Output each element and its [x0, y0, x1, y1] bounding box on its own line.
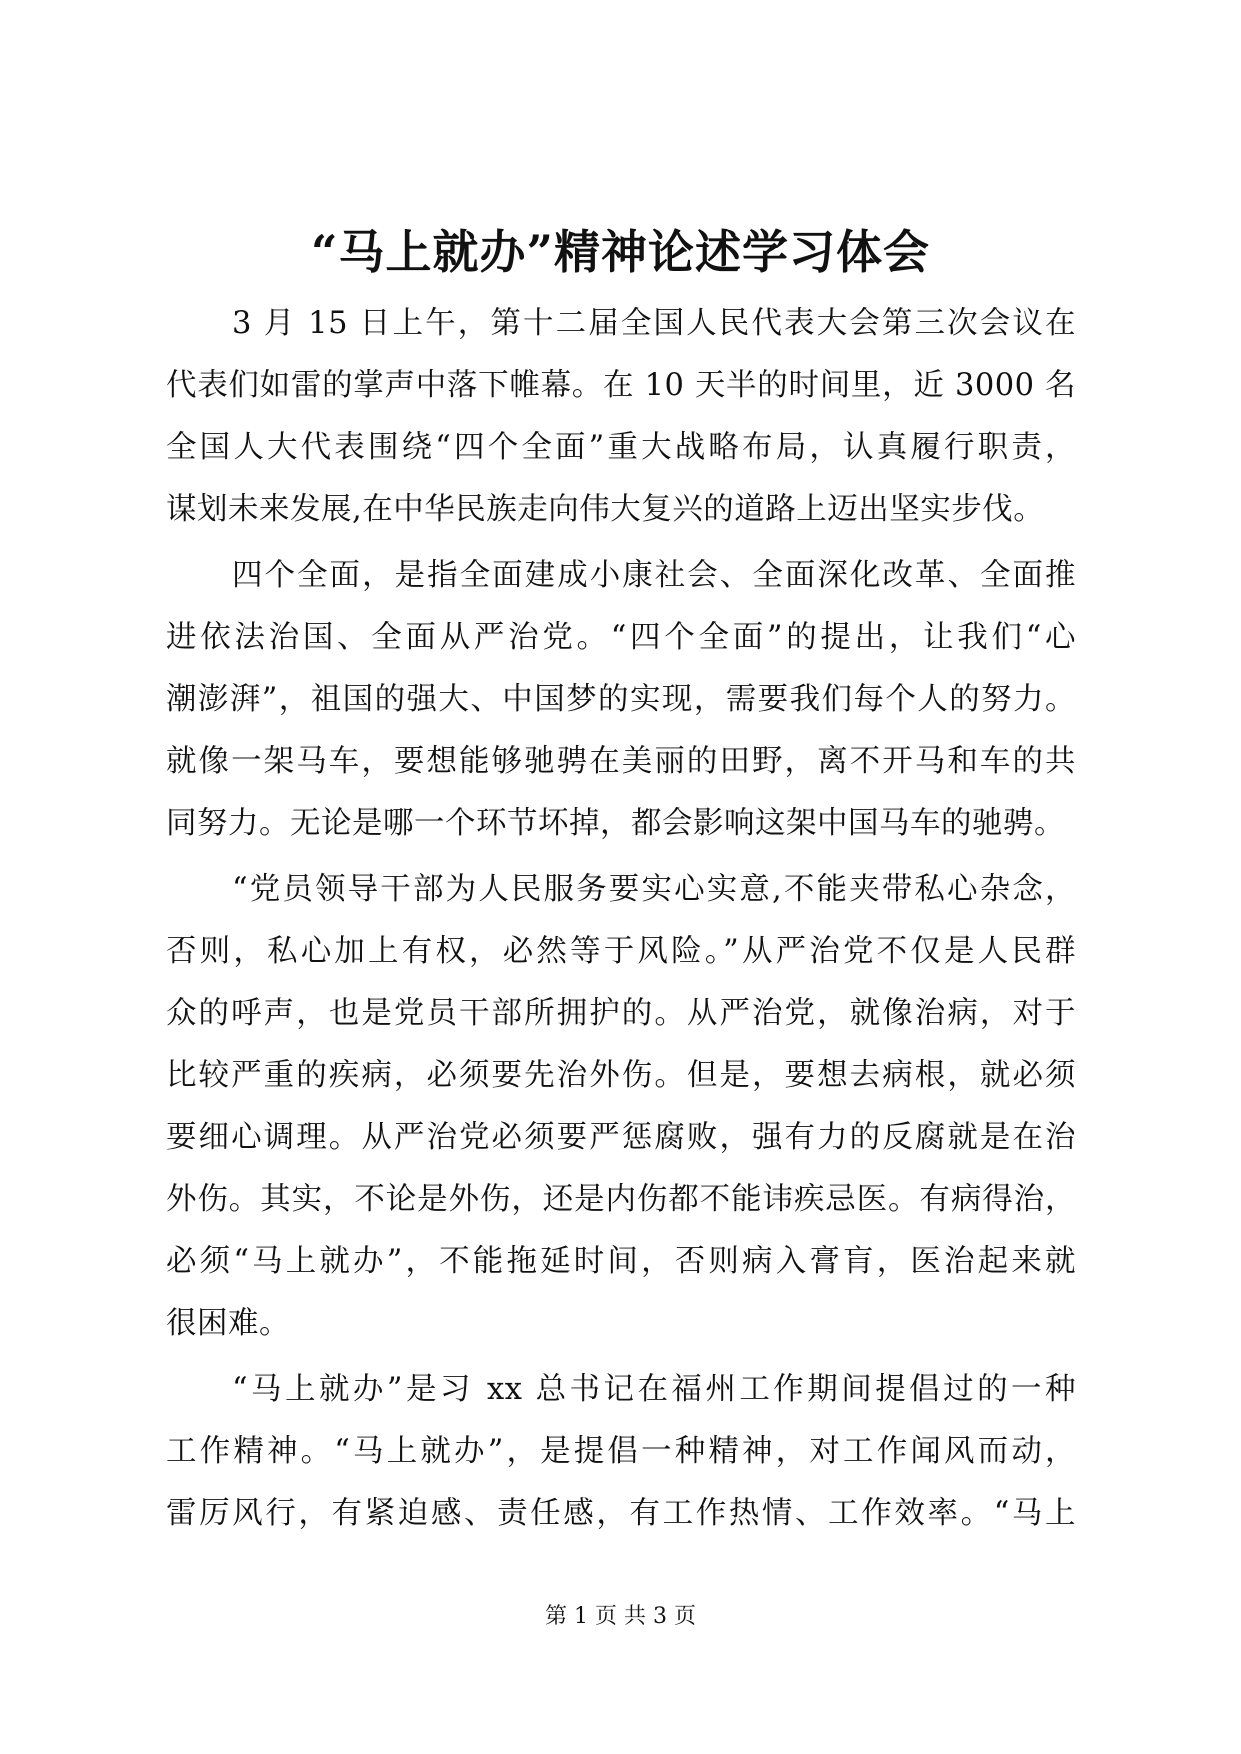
paragraph-line: 要细心调理。从严治党必须要严惩腐败，强有力的反腐就是在治 — [166, 1120, 1076, 1155]
paragraph-line: 四个全面，是指全面建成小康社会、全面深化改革、全面推 — [232, 558, 1076, 593]
paragraph-line: 进依法治国、全面从严治党。“四个全面”的提出，让我们“心 — [166, 620, 1076, 655]
paragraph-line: “马上就办”是习 xx 总书记在福州工作期间提倡过的一种 — [232, 1372, 1076, 1407]
paragraph-line: 雷厉风行，有紧迫感、责任感，有工作热情、工作效率。“马上 — [166, 1496, 1076, 1531]
page-footer: 第 1 页 共 3 页 — [545, 1604, 696, 1629]
paragraph-2 — [166, 545, 1076, 855]
paragraph-line: 代表们如雷的掌声中落下帷幕。在 10 天半的时间里，近 3000 名 — [166, 368, 1076, 403]
paragraph-4 — [166, 1359, 1076, 1545]
document-body — [166, 293, 1076, 1545]
paragraph-line: 就像一架马车，要想能够驰骋在美丽的田野，离不开马和车的共 — [166, 744, 1076, 779]
paragraph-line: 3 月 15 日上午，第十二届全国人民代表大会第三次会议在 — [232, 306, 1076, 341]
paragraph-line: 同努力。无论是哪一个环节坏掉，都会影响这架中国马车的驰骋。 — [166, 806, 1065, 841]
document-title: “马上就办”精神论述学习体会 — [311, 225, 930, 279]
paragraph-line: 潮澎湃”，祖国的强大、中国梦的实现，需要我们每个人的努力。 — [166, 682, 1076, 717]
paragraph-3 — [166, 859, 1076, 1355]
paragraph-line: 谋划未来发展,在中华民族走向伟大复兴的道路上迈出坚实步伐。 — [166, 492, 1045, 527]
paragraph-1 — [166, 293, 1076, 541]
paragraph-line: 很困难。 — [166, 1306, 290, 1341]
paragraph-line: 众的呼声，也是党员干部所拥护的。从严治党，就像治病，对于 — [166, 996, 1076, 1031]
paragraph-line: 外伤。其实，不论是外伤，还是内伤都不能讳疾忌医。有病得治， — [166, 1182, 1076, 1217]
paragraph-line: 必须“马上就办”，不能拖延时间，否则病入膏肓，医治起来就 — [166, 1244, 1076, 1279]
paragraph-line: 全国人大代表围绕“四个全面”重大战略布局，认真履行职责， — [166, 430, 1076, 465]
paragraph-line: “党员领导干部为人民服务要实心实意,不能夹带私心杂念， — [232, 872, 1076, 907]
paragraph-line: 比较严重的疾病，必须要先治外伤。但是，要想去病根，就必须 — [166, 1058, 1076, 1093]
paragraph-line: 否则，私心加上有权，必然等于风险。”从严治党不仅是人民群 — [166, 934, 1076, 969]
paragraph-line: 工作精神。“马上就办”，是提倡一种精神，对工作闻风而动， — [166, 1434, 1076, 1469]
